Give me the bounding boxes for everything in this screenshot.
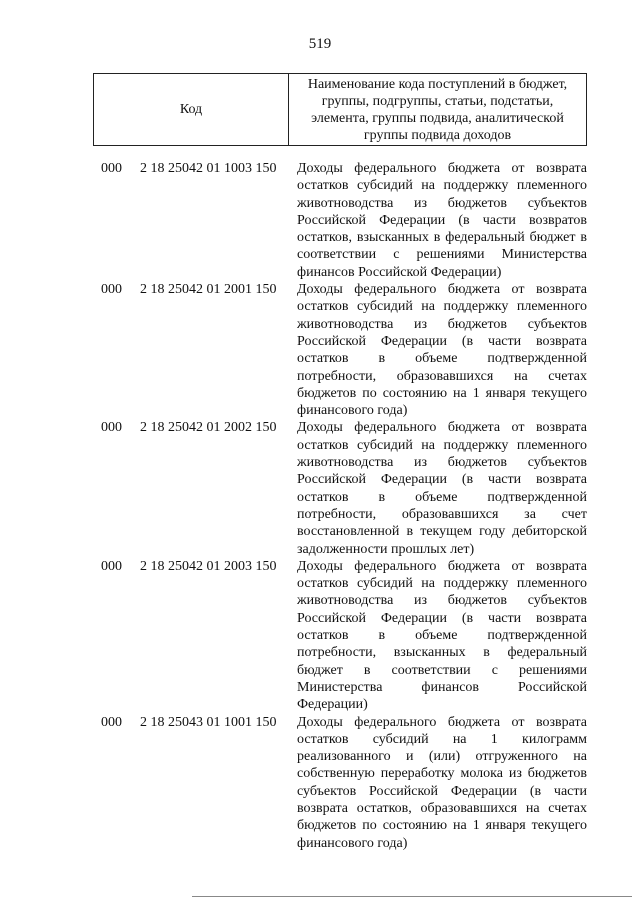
admin-code: 000 [101,161,122,176]
revenue-code: 2 18 25042 01 2003 150 [140,558,277,574]
revenue-description: Доходы федерального бюджета от возврата остатков субсидий на поддержку племенного животноводства из бюджетов субъектов Российской Федерации (в части возврата остатков в объеме подтвержденной потребности, образовавшихся на счетах бюджетов по состоянию на 1 января текущего финансового года) [297,282,587,419]
revenue-description: Доходы федерального бюджета от возврата остатков субсидий на поддержку племенного животноводства из бюджетов субъектов Российской Федерации (в части возврата остатков в объеме подтвержденной потребности, взысканных в федеральный бюджет в соответствии с решениями Министерства финансов Российской Федерации) [297,558,587,713]
table-row [0,558,640,714]
table-row [0,714,640,852]
table-row [0,419,640,557]
code-list [0,160,640,852]
table-row [0,281,640,419]
admin-code: 000 [101,714,122,730]
revenue-description: Доходы федерального бюджета от возврата остатков субсидий на поддержку племенного животноводства из бюджетов субъектов Российской Федерации (в части возвратов остатков, взысканных в федеральный бюджет в соответствии с решениями Министерства финансов Российской Федерации) [297,161,587,280]
header-code-cell: Код [94,74,289,145]
revenue-code: 2 18 25042 01 2001 150 [140,282,277,298]
page-number: 519 [308,36,332,52]
revenue-code: 2 18 25043 01 1001 150 [140,714,277,730]
admin-code: 000 [101,282,122,298]
page-bottom-divider [192,896,632,897]
revenue-description: Доходы федерального бюджета от возврата остатков субсидий на поддержку племенного животноводства из бюджетов субъектов Российской Федерации (в части возврата остатков в объеме подтвержденной потребности, образовавшихся за счет восстановленной в текущем году дебиторской задолженности прошлых лет) [297,420,587,557]
revenue-code: 2 18 25042 01 1003 150 [140,161,277,176]
header-name-cell: Наименование кода поступлений в бюджет, группы, подгруппы, статьи, подстатьи, элемента, группы подвида, аналитической группы подвида доходов [307,76,568,143]
revenue-code: 2 18 25042 01 2002 150 [140,420,277,436]
admin-code: 000 [101,558,122,574]
table-row [0,160,640,281]
admin-code: 000 [101,420,122,436]
revenue-description: Доходы федерального бюджета от возврата остатков субсидий на 1 килограмм реализованного и (или) отгруженного на собственную переработку молока из бюджетов субъектов Российской Федерации (в части возврата остатков, образовавшихся на счетах бюджетов по состоянию на 1 января текущего финансового года) [297,714,587,851]
table-header [93,73,587,146]
